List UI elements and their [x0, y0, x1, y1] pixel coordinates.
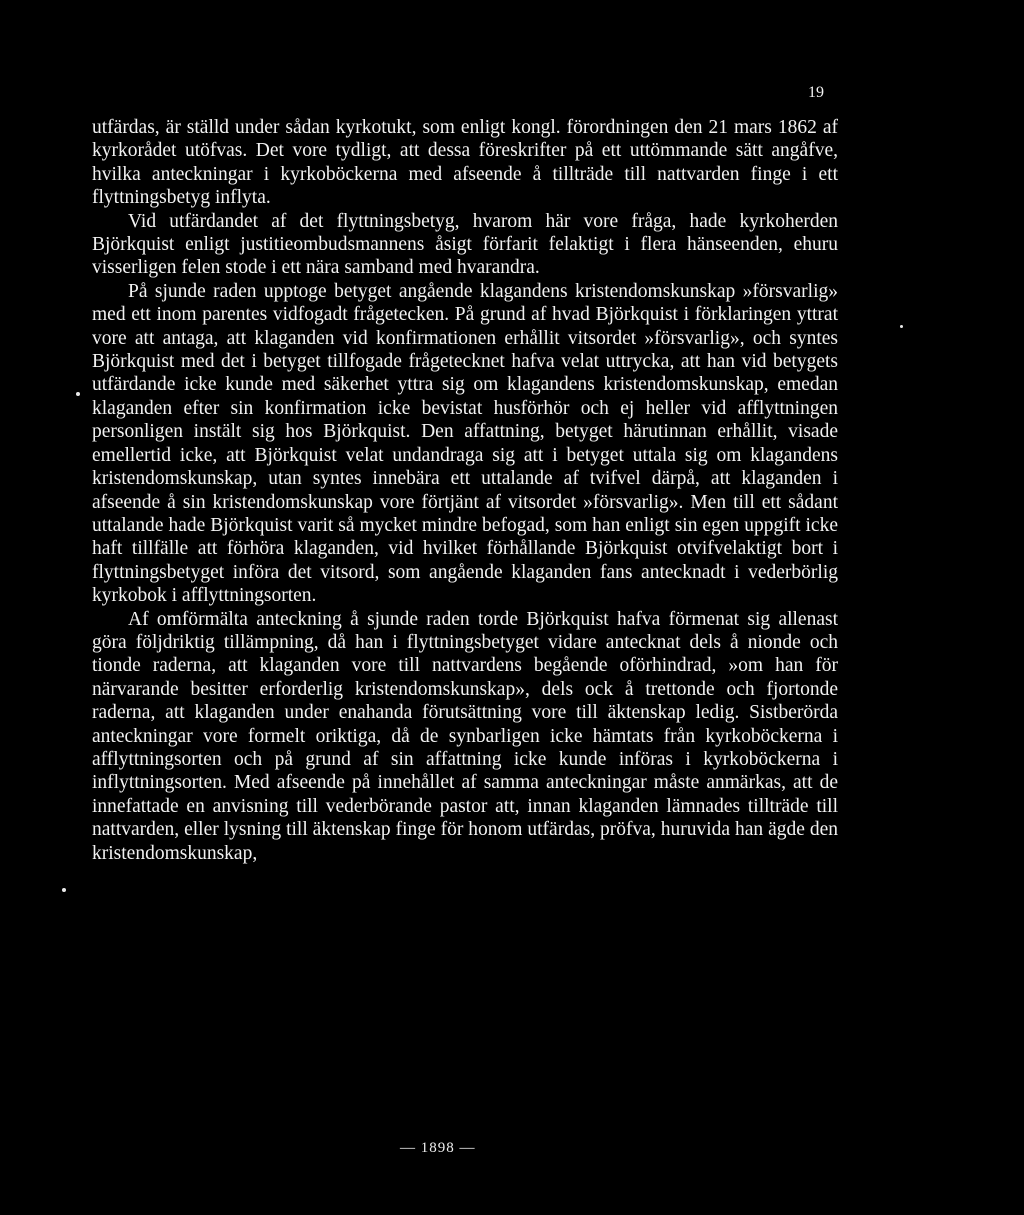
- paragraph-3: På sjunde raden upptoge betyget angående klagandens kristendomskunskap »försvarlig» med ett inom parentes vidfogadt frågetecken. På grund af hvad Björkquist i förklaringen yttrat vore att antaga, att klaganden vid konfirmationen erhållit vitsordet »försvarlig», och syntes Björkquist med det i betyget tillfogade frågetecknet hafva velat uttrycka, att han vid betygets utfärdande icke kunde med säkerhet yttra sig om klagandens kristendomskunskap, emedan klaganden efter sin konfirmation icke bevistat husförhör och ej heller vid afflyttningen personligen instält sig hos Björkquist. Den affattning, betyget härutinnan erhållit, visade emellertid icke, att Björkquist velat undandraga sig att i betyget uttala sig om klagandens kristendomskunskap, utan syntes innebära ett uttalande af tvifvel därpå, att klaganden i afseende å sin kristendomskunskap vore förtjänt af vitsordet »försvarlig». Men till ett sådant uttalande hade Björkquist varit så mycket mindre befogad, som han enligt sin egen uppgift icke haft tillfälle att förhöra klaganden, vid hvilket förhållande Björkquist otvifvelaktigt bort i flyttningsbetyget införa det vitsord, som angående klaganden fans antecknadt i vederbörlig kyrkobok i afflyttningsorten.: [92, 280, 838, 607]
- page-footer: — 1898 —: [400, 1140, 476, 1156]
- paragraph-1: utfärdas, är ställd under sådan kyrkotukt, som enligt kongl. förordningen den 21 mars 1862 af kyrkorådet utöfvas. Det vore tydligt, att dessa föreskrifter på ett uttömmande sätt angåfve, hvilka anteckningar i kyrkoböckerna med afseende å tillträde till nattvarden finge i ett flyttningsbetyg inflyta.: [92, 117, 838, 209]
- print-speck: [62, 888, 66, 892]
- paragraph-4: Af omförmälta anteckning å sjunde raden torde Björkquist hafva förmenat sig allenast göra följdriktig tillämpning, då han i flyttningsbetyget vidare antecknat dels å nionde och tionde raderna, att klaganden vore till nattvardens begående oförhindrad, »om han för närvarande besitter erforderlig kristendomskunskap», dels ock å trettonde och fjortonde raderna, att klaganden under enahanda förutsättning vore till äktenskap ledig. Sistberörda anteckningar vore formelt oriktiga, då de synbarligen icke hämtats från kyrkoböckerna i afflyttningsorten och på grund af sin affattning icke kunde införas i kyrkoböckerna i inflyttningsorten. Med afseende på innehållet af samma anteckningar måste anmärkas, att de innefattade en anvisning till vederbörande pastor att, innan klaganden lämnades tillträde till nattvarden, eller lysning till äktenskap finge för honom utfärdas, pröfva, huruvida han ägde den kristendomskunskap,: [92, 608, 838, 864]
- body-text: [92, 116, 838, 865]
- print-speck: [76, 392, 80, 396]
- paragraph-2: Vid utfärdandet af det flyttningsbetyg, hvarom här vore fråga, hade kyrkoherden Björkquist enligt justitieombudsmannens åsigt förfarit felaktigt i flera hänseenden, ehuru visserligen felen stode i ett nära samband med hvarandra.: [92, 210, 838, 279]
- page-number: 19: [808, 84, 824, 101]
- print-speck: [900, 325, 903, 328]
